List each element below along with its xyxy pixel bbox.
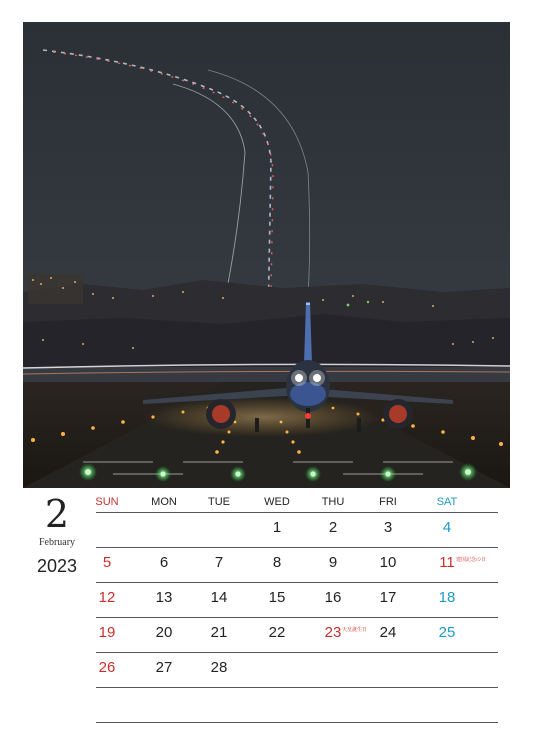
day-cell: 16 — [324, 589, 342, 606]
day-cell: 13 — [155, 589, 173, 606]
holiday-note: 建国記念の日 — [456, 557, 487, 563]
weekday-fri: FRI — [379, 496, 397, 508]
weekday-sat: SAT — [436, 496, 458, 508]
day-cell: 22 — [268, 624, 286, 641]
week-row-3 — [96, 583, 498, 618]
day-cell: 28 — [210, 659, 228, 676]
week-row-4 — [96, 618, 498, 653]
day-cell: 21 — [210, 624, 228, 641]
week-row-2 — [96, 548, 498, 583]
year: 2023 — [36, 556, 78, 576]
weekday-tue: TUE — [208, 496, 230, 508]
day-cell: 4 — [442, 519, 452, 536]
day-cell: 1 — [272, 519, 282, 536]
day-cell: 24 — [379, 624, 397, 641]
day-cell: 3 — [383, 519, 393, 536]
calendar-photo — [23, 22, 510, 488]
day-cell: 27 — [155, 659, 173, 676]
day-cell: 6 — [159, 554, 169, 571]
weekday-header — [96, 494, 498, 513]
day-cell: 15 — [268, 589, 286, 606]
day-cell: 8 — [272, 554, 282, 571]
weekday-sun: SUN — [95, 496, 119, 508]
week-row-6 — [96, 688, 498, 723]
day-cell: 2 — [328, 519, 338, 536]
day-cell: 12 — [98, 589, 116, 606]
month-number: 2 — [44, 492, 70, 536]
day-cell: 10 — [379, 554, 397, 571]
month-name: February — [38, 537, 76, 548]
weekday-wed: WED — [264, 496, 290, 508]
day-cell: 5 — [102, 554, 112, 571]
day-cell: 7 — [214, 554, 224, 571]
day-cell: 20 — [155, 624, 173, 641]
day-cell: 9 — [328, 554, 338, 571]
day-cell: 26 — [98, 659, 116, 676]
week-row-5 — [96, 653, 498, 688]
day-cell: 14 — [210, 589, 228, 606]
weekday-mon: MON — [151, 496, 177, 508]
day-cell-holiday: 23 — [324, 624, 342, 641]
weekday-thu: THU — [321, 496, 345, 508]
day-cell: 25 — [438, 624, 456, 641]
day-cell-holiday: 11 — [439, 554, 455, 571]
day-cell: 18 — [438, 589, 456, 606]
day-cell: 19 — [98, 624, 116, 641]
day-cell: 17 — [379, 589, 397, 606]
holiday-note: 天皇誕生日 — [342, 627, 368, 633]
week-row-1 — [96, 513, 498, 548]
